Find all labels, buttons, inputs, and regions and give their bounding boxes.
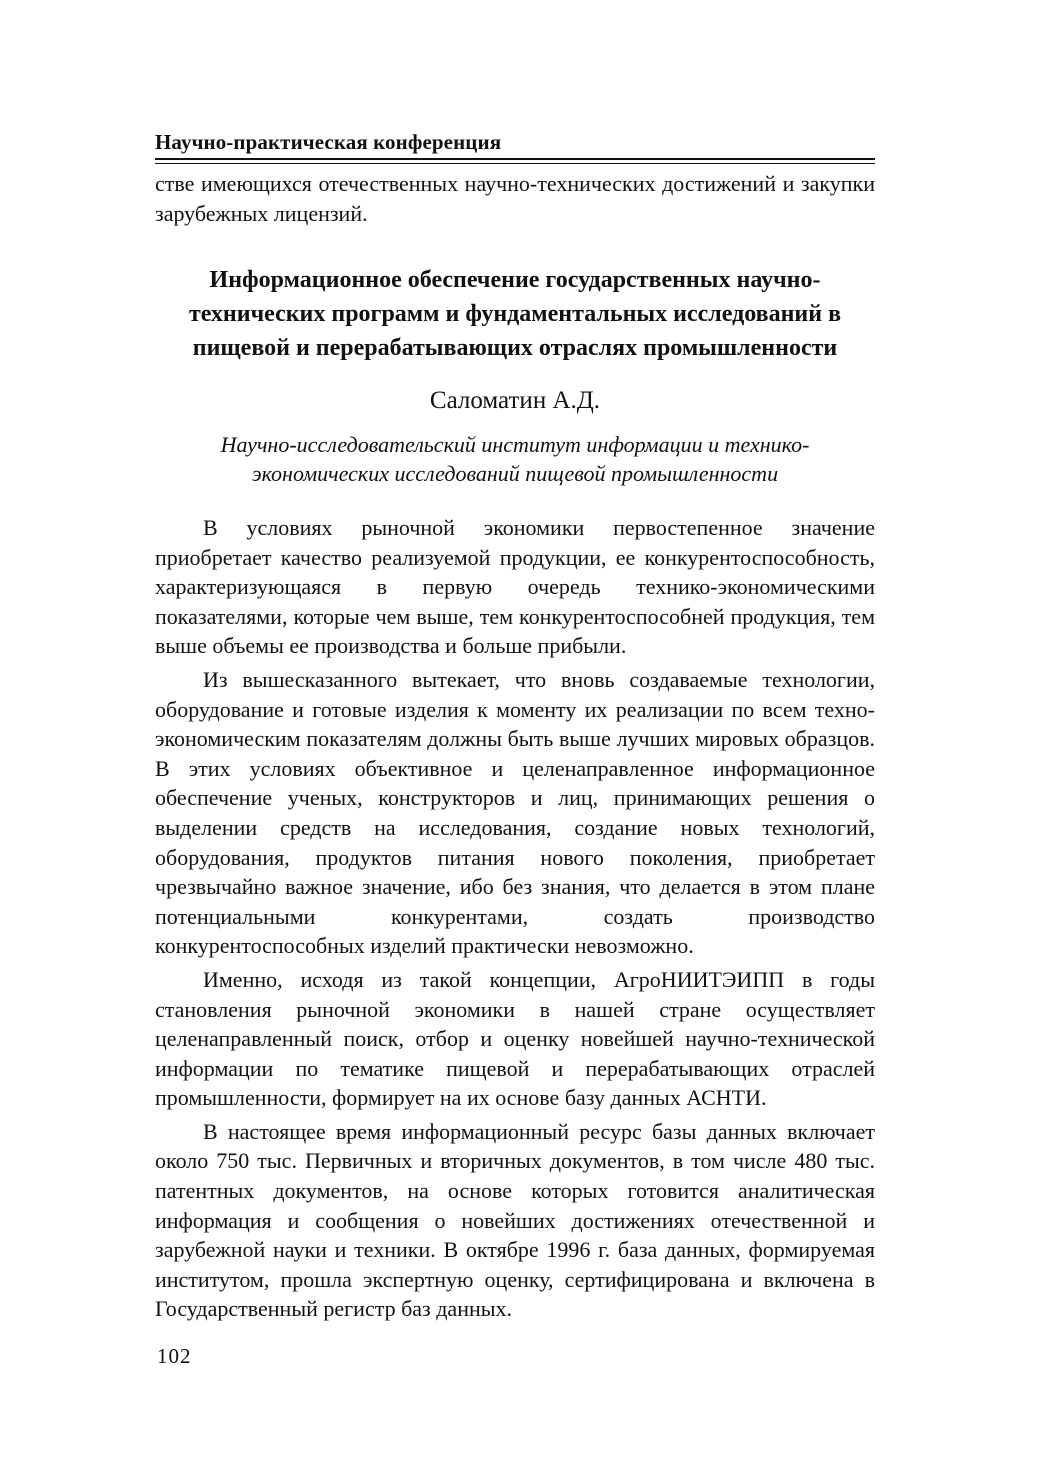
author-affiliation: Научно-исследовательский институт информации и технико-экономических исследований пищевой промышленности (220, 432, 810, 486)
page-number: 102 (157, 1344, 192, 1368)
body-paragraph: В условиях рыночной экономики первостепенное значение приобретает качество реализуемой продукции, ее конкурентоспособность, характеризующаяся в первую очередь технико-экономическими показателями, которые чем выше, тем конкурентоспособней продукция, тем выше объемы ее производства и больше прибыли. (155, 515, 875, 659)
body-paragraph: В настоящее время информационный ресурс базы данных включает около 750 тыс. Первичных и вторичных документов, в том числе 480 тыс. патентных документов, на основе которых готовится аналитическая информация и сообщения о новейших достижениях отечественной и зарубежной науки и техники. В октябре 1996 г. база данных, формируемая институтом, прошла экспертную оценку, сертифицирована и включена в Государственный регистр баз данных. (155, 1118, 875, 1322)
article-author: Саломатин А.Д. (429, 387, 601, 414)
continuation-paragraph: стве имеющихся отечественных научно-технических достижений и закупки зарубежных лицензий. (155, 171, 875, 226)
header-rule-thin (155, 163, 875, 164)
running-header: Научно-практическая конференция (155, 130, 502, 154)
body-paragraph: Из вышесказанного вытекает, что вновь создаваемые технологии, оборудование и готовые изделия к моменту их реализации по всем техно-экономическим показателям должны быть выше лучших мировых образцов. В этих условиях объективное и целенаправленное информационное обеспечение ученых, конструкторов и лиц, принимающих решения о выделении средств на исследования, создание новых технологий, оборудования, продуктов питания нового поколения, приобретает чрезвычайно важное значение, ибо без знания, что делается в этом плане потенциальными конкурентами, создать производство конкурентоспособных изделий практически невозможно. (155, 666, 875, 959)
article-title: Информационное обеспечение государственных научно-технических программ и фундаментальных исследований в пищевой и перерабатывающих отраслях промышленности (188, 267, 842, 361)
article-body (155, 513, 875, 1328)
header-rule-thick (155, 158, 875, 160)
body-paragraph: Именно, исходя из такой концепции, АгроНИИТЭИПП в годы становления рыночной экономики в нашей стране осуществляет целенаправленный поиск, отбор и оценку новейшей научно-технической информации по тематике пищевой и перерабатывающих отраслей промышленности, формирует на их основе базу данных АСНТИ. (155, 966, 875, 1111)
